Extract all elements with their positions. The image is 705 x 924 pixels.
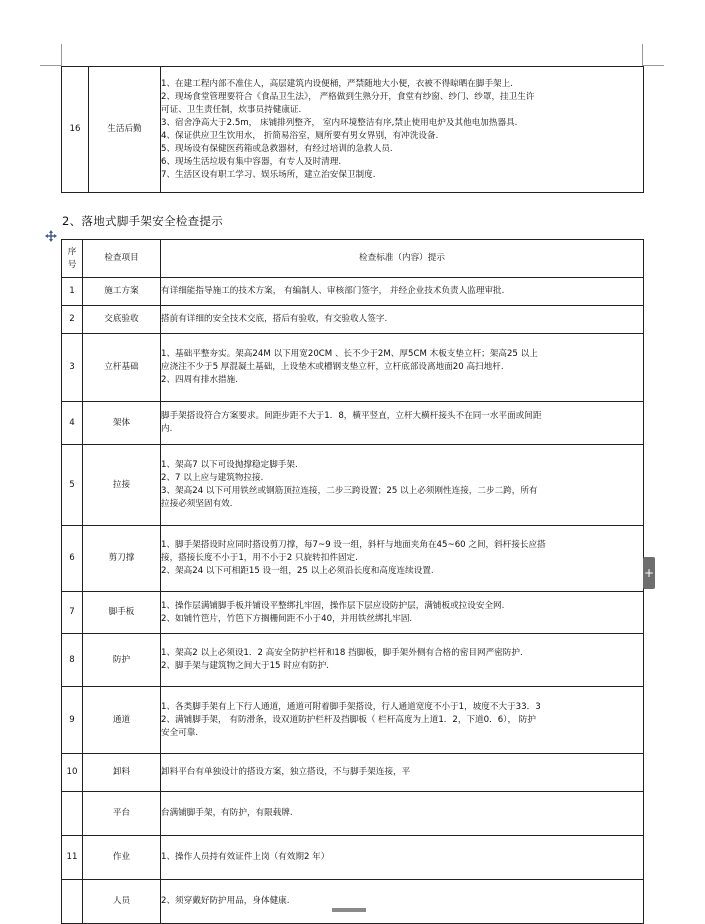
row-number: 1 <box>62 278 83 306</box>
content-line: 台满铺脚手架，有防护，有限载牌. <box>161 808 293 818</box>
check-item: 卸料 <box>83 754 161 792</box>
table-header-row <box>62 240 644 278</box>
check-content <box>161 334 644 402</box>
content-line: 2、四周有排水措施. <box>161 375 238 385</box>
content-line: 2、架高24 以下可相距15 设一组，25 以上必须沿长度和高度连续设置. <box>161 566 434 576</box>
check-item: 立杆基础 <box>83 334 161 402</box>
table-row <box>62 67 644 193</box>
check-item: 平台 <box>83 792 161 836</box>
row-number: 11 <box>62 836 83 880</box>
table-row <box>62 445 644 526</box>
check-content <box>161 402 644 445</box>
check-item: 作业 <box>83 836 161 880</box>
row-number: 16 <box>62 67 89 193</box>
crop-mark-right-vertical <box>642 44 643 66</box>
check-content <box>161 306 644 334</box>
check-content <box>161 792 644 836</box>
check-content <box>161 880 644 924</box>
row-number: 10 <box>62 754 83 792</box>
check-content <box>161 67 644 193</box>
content-line: 1、脚手架搭设时应同时搭设剪刀撑，每7~9 设一组，斜杆与地面夹角在45~60 之间，斜杆接长应搭 <box>161 540 546 550</box>
content-line: 2、满铺脚手架， 有防滑条，设双道防护栏杆及挡脚板（ 栏杆高度为上道1．2，下道0．6）， 防护 <box>161 714 536 725</box>
row-number: 8 <box>62 634 83 687</box>
content-line: 2、脚手架与建筑物之间大于15 时应有防护. <box>161 661 329 671</box>
check-item: 拉接 <box>83 445 161 526</box>
header-number-line1: 序 <box>67 246 77 257</box>
row-number: 7 <box>62 592 83 634</box>
content-line: 脚手架搭设符合方案要求。间距步距不大于1．8，横平竖直，立杆大横杆接头不在同一水平面或间距 <box>161 411 542 421</box>
content-line: 7、生活区设有职工学习、娱乐场所，建立治安保卫制度. <box>161 169 376 180</box>
expand-side-button[interactable] <box>643 557 655 589</box>
check-content <box>161 836 644 880</box>
table-row <box>62 402 644 445</box>
header-number-line2: 号 <box>67 259 77 270</box>
table-row <box>62 754 644 792</box>
scaffold-check-table <box>61 239 644 924</box>
row-number: 4 <box>62 402 83 445</box>
content-line: 可证、卫生责任制，炊事员持健康证. <box>161 104 302 115</box>
row-number: 2 <box>62 306 83 334</box>
check-item: 剪刀撑 <box>83 526 161 592</box>
row-number <box>62 880 83 924</box>
content-line: 3、架高24 以下可用铁丝或钢筋顶拉连接，二步三跨设置；25 以上必须刚性连接，二步二跨，所有 <box>161 486 538 496</box>
content-line: 1、操作人员持有效证件上岗（有效期2 年） <box>161 852 330 862</box>
check-item: 脚手板 <box>83 592 161 634</box>
table-row <box>62 278 644 306</box>
content-line: 1、架高2 以上必须设1．2 高安全防护栏杆和18 挡脚板，脚手架外侧有合格的密目网严密防护. <box>161 648 523 658</box>
check-content <box>161 592 644 634</box>
content-line: 6、现场生活垃圾有集中容器，有专人及时清理. <box>161 156 342 167</box>
table-row <box>62 836 644 880</box>
table-row <box>62 880 644 924</box>
row-number: 6 <box>62 526 83 592</box>
table-row <box>62 792 644 836</box>
check-content <box>161 754 644 792</box>
content-line: 有详细能指导施工的技术方案， 有编制人、审核部门签字， 并经企业技术负责人监理审批. <box>161 286 505 296</box>
content-line: 2、现场食堂管理要符合《食品卫生法》， 严格做到生熟分开，食堂有纱窗、纱门、纱罩，挂卫生许 <box>161 91 535 102</box>
content-line: 安全可靠. <box>161 727 199 738</box>
header-content: 检查标准（内容）提示 <box>161 240 644 278</box>
content-line: 卸料平台有单独设计的搭设方案，独立搭设，不与脚手架连接，平 <box>161 767 411 777</box>
content-line: 2、须穿戴好防护用品，身体健康. <box>161 896 290 906</box>
content-line: 1、在建工程内部不准住人，高层建筑内设便桶，严禁随地大小便，衣被不得晾晒在脚手架上. <box>161 78 513 89</box>
check-content <box>161 526 644 592</box>
table-row <box>62 334 644 402</box>
content-line: 3、宿舍净高大于2.5m， 床铺排列整齐， 室内环境整洁有序,禁止使用电炉及其他电加热器具. <box>161 117 518 128</box>
table-row <box>62 592 644 634</box>
content-line: 搭前有详细的安全技术交底，搭后有验收，有交验收人签字. <box>161 314 388 324</box>
content-line: 4、保证供应卫生饮用水， 折简易浴室，厕所要有男女界别，有冲洗设备. <box>161 130 439 141</box>
check-item: 防护 <box>83 634 161 687</box>
table-move-handle-icon[interactable] <box>45 230 57 242</box>
check-item: 生活后勤 <box>89 67 161 193</box>
table-row <box>62 687 644 754</box>
row-number: 3 <box>62 334 83 402</box>
content-line: 1、基础平整夯实。架高24M 以下用宽20CM 、长不少于2M、厚5CM 木板支垫立杆；架高25 以上 <box>161 349 538 359</box>
crop-mark-left-horizontal <box>40 65 62 66</box>
table-row <box>62 306 644 334</box>
check-item: 施工方案 <box>83 278 161 306</box>
check-item: 交底验收 <box>83 306 161 334</box>
content-line: 1、各类脚手架有上下行人通道，通道可附着脚手架搭设，行人通道宽度不小于1，坡度不大于33．3 <box>161 701 541 712</box>
content-line: 1、操作层满铺脚手板并铺设平整绑扎牢固，操作层下层应设防护层，满铺板或拉设安全网. <box>161 600 505 611</box>
crop-mark-right-horizontal <box>642 65 664 66</box>
check-content <box>161 278 644 306</box>
header-item: 检查项目 <box>83 240 161 278</box>
content-line: 2、如铺竹笆片，竹笆下方搁栅间距不小于40，并用铁丝绑扎牢固. <box>161 613 413 624</box>
content-line: 1、架高7 以下可设抛撑稳定脚手架. <box>161 460 298 470</box>
content-line: 内. <box>161 424 173 434</box>
check-item: 人员 <box>83 880 161 924</box>
check-content <box>161 445 644 526</box>
check-item: 通道 <box>83 687 161 754</box>
section-title: 2、落地式脚手架安全检查提示 <box>62 214 224 228</box>
content-line: 应浇注不少于5 厚混凝土基础，上设垫木或槽钢支垫立杆，立杆底部设离地面20 高扫地杆. <box>161 362 504 372</box>
check-content <box>161 634 644 687</box>
table-row <box>62 634 644 687</box>
table-row <box>62 526 644 592</box>
plus-icon: + <box>643 566 655 580</box>
check-item: 架体 <box>83 402 161 445</box>
content-line: 接，搭接长度不小于1，用不小于2 只旋转扣件固定. <box>161 553 358 563</box>
content-line: 拉接必须坚固有效. <box>161 499 233 509</box>
row-number <box>62 792 83 836</box>
content-line: 2、7 以上应与建筑物拉接. <box>161 473 264 483</box>
header-number <box>62 240 83 278</box>
row-number: 5 <box>62 445 83 526</box>
crop-mark-left-vertical <box>61 44 62 66</box>
check-content <box>161 687 644 754</box>
top-table <box>61 66 644 193</box>
content-line: 5、现场设有保健医药箱或急救器材，有经过培训的急救人员. <box>161 143 393 154</box>
horizontal-scroll-thumb[interactable] <box>332 908 366 912</box>
row-number: 9 <box>62 687 83 754</box>
